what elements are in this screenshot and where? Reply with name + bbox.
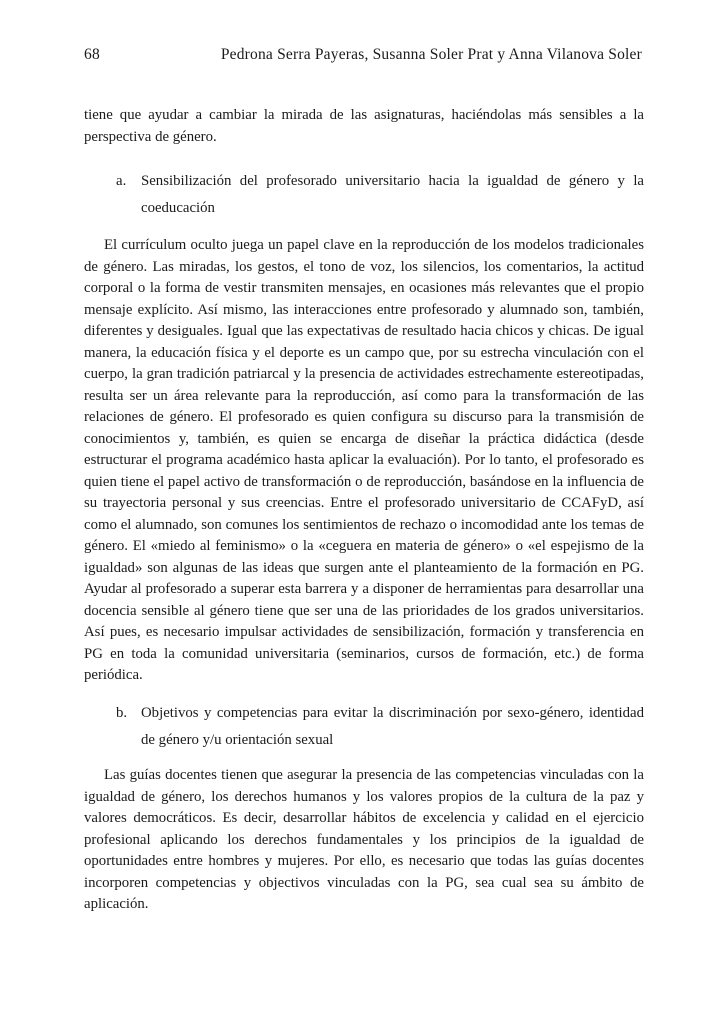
section-b-title: Objetivos y competencias para evitar la discriminación por sexo-género, identidad de género y/u orientación sexual — [141, 705, 644, 748]
intro-paragraph — [84, 105, 644, 148]
section-a-marker: a. — [116, 173, 127, 189]
section-a-heading — [116, 168, 644, 222]
section-b-paragraph: Las guías docentes tienen que asegurar la presencia de las competencias vinculadas con la igualdad de género, los derechos humanos y los valores propios de la cultura de la paz y valores democráticos. Es decir, desarrollar hábitos de excelencia y calidad en el ejercicio profesional aplicando los derechos fundamentales y los principios de la igualdad de oportunidades entre hombres y mujeres. Por ello, es necesario que todas las guías docentes incorporen competencias y objectivos vinculadas con la PG, sea cual sea su ámbito de aplicación. — [84, 767, 644, 912]
section-a-body — [84, 235, 644, 687]
section-a-paragraph: El currículum oculto juega un papel clave en la reproducción de los modelos tradicionales de género. Las miradas, los gestos, el tono de voz, los silencios, los comentarios, la actitud corporal o la forma de vestir transmiten mensajes, en ocasiones más relevantes que el propio mensaje explícito. Así mismo, las interacciones entre profesorado y alumnado son, también, diferentes y desiguales. Igual que las expectativas de resultado hacia chicos y chicas. De igual manera, la educación física y el deporte es un campo que, por su estrecha vinculación con el cuerpo, la gran tradición patriarcal y la presencia de actividades estrechamente estereotipadas, resulta ser un área relevante para la reproducción, así como para la transformación de las relaciones de género. El profesorado es quien configura su discurso para la transmisión de conocimientos y, también, es quien se encarga de diseñar la práctica didáctica (desde estructurar el programa académico hasta aplicar la evaluación). Por lo tanto, el profesorado es quien tiene el papel activo de transformación o de reproducción, basándose en la influencia de su trayectoria personal y sus creencias. Entre el profesorado universitario de CCAFyD, así como el alumnado, son comunes los sentimientos de rechazo o incomodidad ante los temas de género. El «miedo al feminismo» o la «ceguera en materia de género» o «el espejismo de la igualdad» son algunas de las ideas que surgen ante el planteamiento de la formación en PG. Ayudar al profesorado a superar esta barrera y a disponer de herramientas para desarrollar una docencia sensible al género tiene que ser una de las prioridades de los grados universitarios. Así pues, es necesario impulsar actividades de sensibilización, formación y transferencia en PG en toda la comunidad universitaria (seminarios, cursos de formación, etc.) de forma periódica. — [84, 237, 644, 683]
running-header-authors: Pedrona Serra Payeras, Susanna Soler Prat y Anna Vilanova Soler — [220, 46, 642, 63]
section-b-heading — [116, 700, 644, 754]
section-a-title: Sensibilización del profesorado universitario hacia la igualdad de género y la coeducación — [141, 173, 644, 216]
section-b-body — [84, 765, 644, 916]
section-b-marker: b. — [116, 705, 128, 721]
page-number: 68 — [84, 46, 100, 63]
intro-paragraph-text: tiene que ayudar a cambiar la mirada de las asignaturas, haciéndolas más sensibles a la perspectiva de género. — [84, 107, 644, 145]
